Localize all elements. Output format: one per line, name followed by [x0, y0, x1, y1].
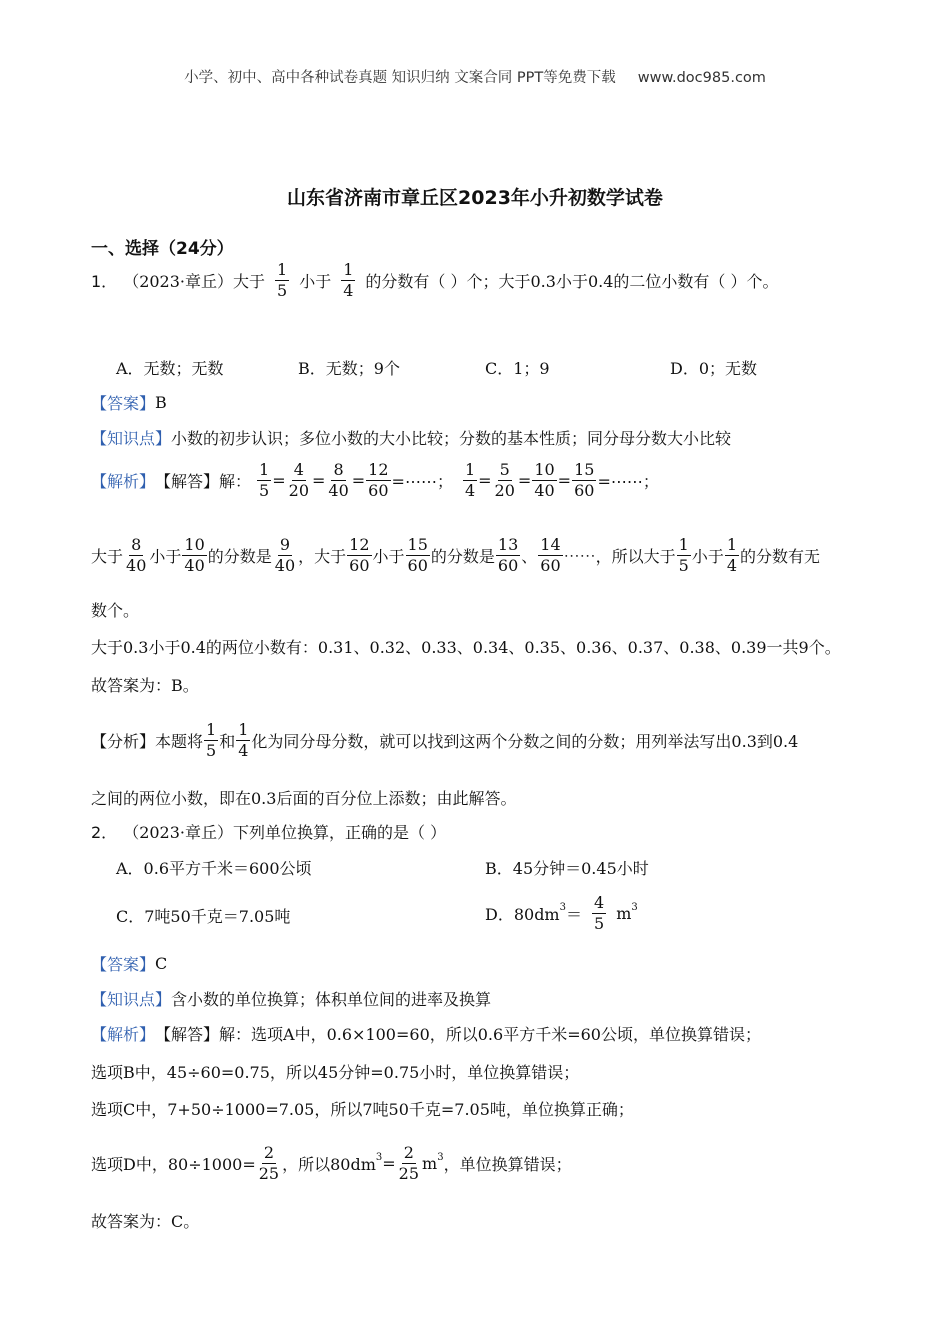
q1-knowledge: 【知识点】 小数的初步认识；多位小数的大小比较；分数的基本性质；同分母分数大小比较	[91, 429, 732, 448]
q2-analysis-line2: 选项B中，45÷60=0.75，所以45分钟=0.75小时，单位换算错误；	[91, 1063, 580, 1082]
q2-stem: 2． （2023·章丘） 下列单位换算，正确的是（ ）	[91, 823, 447, 842]
q1-analysis-line5: 故答案为：B。	[91, 676, 199, 695]
q1-analysis-line3: 数个。	[91, 601, 140, 620]
q2-option-d[interactable]: D．80dm 3 ＝ $\frac{4}{5}$ m 3	[485, 893, 638, 933]
q1-fenxi-line2: 之间的两位小数，即在0.3后面的百分位上添数；由此解答。	[91, 789, 517, 808]
q1-option-c[interactable]: C．1；9	[485, 359, 550, 378]
q2-option-c[interactable]: C．7吨50千克＝7.05吨	[116, 907, 291, 926]
q2-analysis-line4: 选项D中，80÷1000= $\frac{2}{25}$ ，所以80dm 3 = $\frac{2}{25}$ m 3 ，单位换算错误；	[91, 1143, 572, 1183]
section-heading: 一、选择（24分）	[91, 239, 234, 259]
q1-analysis-line1: 【解析】 【解答】 解： $\frac{1}{5}$ = $\frac{4}{20}$ = $\frac{8}{40}$ = $\frac{12}{60}$ =⋯⋯； $\frac{1}{4}$ = $\frac{5}{20}$ = $\frac{10}{40}$ = $\frac{15}{60}$ =⋯⋯；	[91, 460, 659, 500]
q2-option-b[interactable]: B．45分钟＝0.45小时	[485, 859, 649, 878]
q2-option-a[interactable]: A．0.6平方千米＝600公顷	[116, 859, 312, 878]
q1-analysis-line4: 大于0.3小于0.4的两位小数有：0.31、0.32、0.33、0.34、0.35、0.36、0.37、0.38、0.39一共9个。	[91, 638, 841, 657]
q2-analysis-line1: 【解析】 【解答】 解：选项A中，0.6×100=60，所以0.6平方千米=60公顷，单位换算错误；	[91, 1025, 761, 1044]
q1-analysis-line2: 大于 $\frac{8}{40}$ 小于 $\frac{10}{40}$ 的分数是 $\frac{9}{40}$ ，大于 $\frac{12}{60}$ 小于 $\frac{15}{60}$ 的分数是 $\frac{13}{60}$ 、 $\frac{14}{60}$ ⋯⋯，所以大于 $\frac{1}{5}$ 小于 $\frac{1}{4}$ 的分数有无	[91, 535, 821, 575]
q1-answer: 【答案】 B	[91, 393, 167, 413]
q2-analysis-line5: 故答案为：C。	[91, 1212, 200, 1231]
page-title: 山东省济南市章丘区2023年小升初数学试卷	[287, 187, 663, 209]
q1-stem: 1． （2023·章丘） 大于 $\frac{1}{5}$ 小于 $\frac{1}{4}$ 的分数有（ ）个；大于0.3小于0.4的二位小数有（ ）个。	[91, 260, 779, 300]
q2-answer: 【答案】 C	[91, 954, 168, 974]
q1-option-b[interactable]: B．无数；9个	[298, 359, 400, 378]
q2-analysis-line3: 选项C中，7+50÷1000=7.05，所以7吨50千克=7.05吨，单位换算正确；	[91, 1100, 634, 1119]
fraction-1-4: $\frac{1}{4}$	[343, 260, 354, 300]
page-header	[0, 66, 950, 87]
q1-option-d[interactable]: D．0；无数	[670, 359, 758, 378]
q2-knowledge: 【知识点】 含小数的单位换算；体积单位间的进率及换算	[91, 990, 492, 1009]
q1-option-a[interactable]: A．无数；无数	[116, 359, 224, 378]
header-text: 小学、初中、高中各种试卷真题 知识归纳 文案合同 PPT等免费下载	[184, 70, 616, 86]
fraction-1-5: $\frac{1}{5}$	[277, 260, 288, 300]
header-url[interactable]: www.doc985.com	[637, 70, 766, 86]
q1-fenxi-line1: 【分析】 本题将 $\frac{1}{5}$ 和 $\frac{1}{4}$ 化为同分母分数，就可以找到这两个分数之间的分数；用列举法写出0.3到0.4	[91, 720, 799, 760]
